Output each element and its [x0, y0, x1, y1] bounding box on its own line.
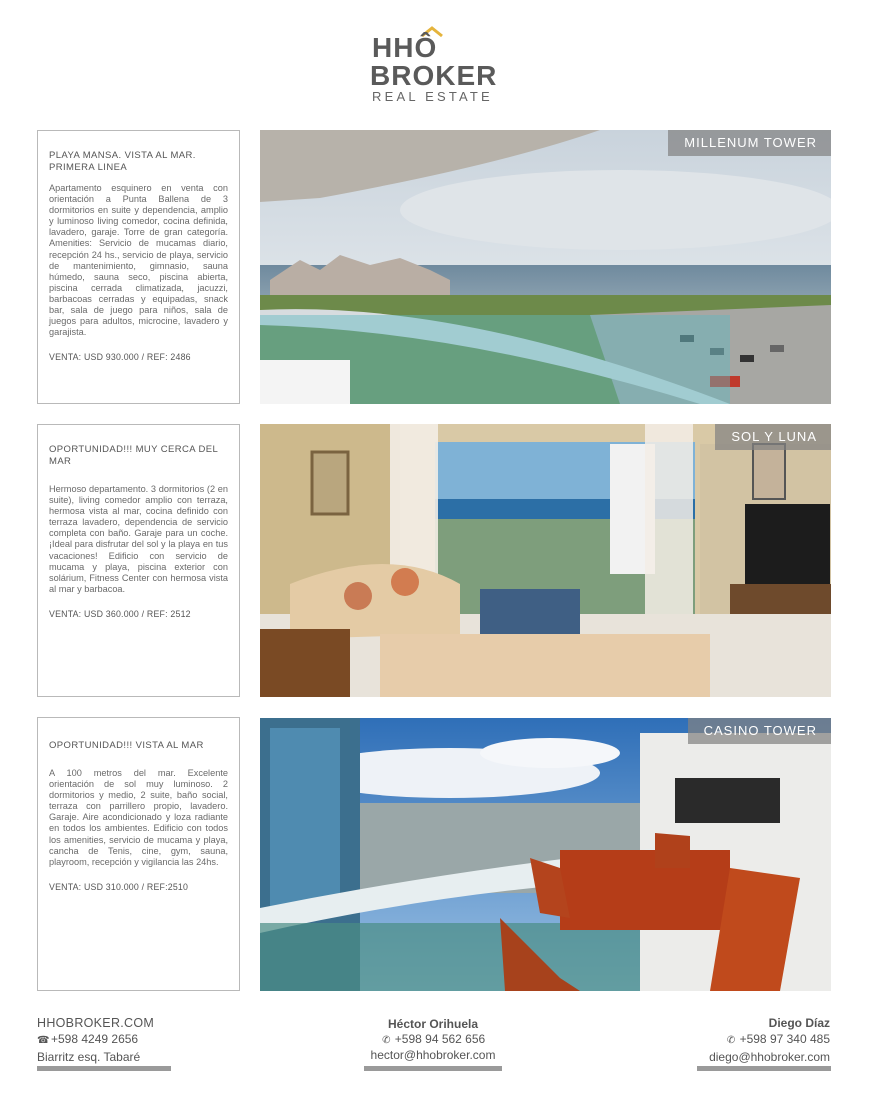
- tower-name-label: SOL Y LUNA: [715, 424, 831, 450]
- agent-name: Diego Díaz: [768, 1016, 830, 1030]
- agent-whatsapp: [364, 1032, 502, 1048]
- agent-whatsapp-number[interactable]: +598 94 562 656: [394, 1032, 486, 1046]
- phone-icon: ☎: [37, 1035, 50, 1046]
- listing-title: OPORTUNIDAD!!! MUY CERCA DEL MAR: [49, 444, 218, 467]
- listing-title: OPORTUNIDAD!!! VISTA AL MAR: [49, 740, 204, 751]
- agent-whatsapp: [709, 1031, 830, 1049]
- balcony-sea-view-image: [260, 130, 831, 404]
- listing-card-3: [37, 717, 240, 991]
- agent-email[interactable]: hector@hhobroker.com: [370, 1048, 496, 1062]
- listing-price: VENTA: USD 310.000 / REF:2510: [49, 881, 189, 892]
- phone-number[interactable]: +598 4249 2656: [51, 1032, 139, 1046]
- website-link[interactable]: HHOBROKER.COM: [37, 1016, 155, 1030]
- listing-description: Apartamento esquinero en venta con orientación a Punta Ballena de 3 dormitorios en suite y dependencia, amplio y luminoso living comedor, cocina definida, lavadero, garaje. Torre de gran categoría. Amenities: Servicio de mucamas diario, recepción 24 hs., servicio de playa, servicio de mantenimiento, gimnasio, sauna húmedo, sauna seco, piscina abierta, piscina cerrada climatizada, jacuzzi, barbacoas cerradas y equipadas, snack bar, sala de juego para niños, sala de juegos para adultos, microcine, lavadero y garajista.: [49, 183, 228, 338]
- listing-description: A 100 metros del mar. Excelente orientación de sol muy luminoso. 2 dormitorios y medio, 2 suite, baño social, terraza con parrillero propio, lavadero. Garaje. Aire acondicionado y loza radiante en todos los ambientes. Edificio con todos los amenities, servicio de mucama y playa, cancha de Tenis, cine, gym, sauna, playroom, recepción y vigilancia las 24hs.: [49, 768, 228, 867]
- footer-divider-right: [697, 1066, 831, 1071]
- address: Biarritz esq. Tabaré: [37, 1050, 141, 1064]
- tower-name-label: MILLENUM TOWER: [668, 130, 831, 156]
- logo-broker: BROKER: [370, 60, 498, 91]
- listing-price: VENTA: USD 930.000 / REF: 2486: [49, 352, 191, 363]
- listing-photo-3: [260, 718, 831, 991]
- footer-divider-left: [37, 1066, 171, 1071]
- agent-whatsapp-number[interactable]: +598 97 340 485: [739, 1032, 830, 1046]
- terrace-city-view-image: [260, 718, 831, 991]
- listing-description: Hermoso departamento. 3 dormitorios (2 en suite), living comedor amplio con terraza, hermosa vista al mar, cocina definido con terraza lavadero, dependencia de servicio completa con baño. Garaje para un coche. ¡Ideal para disfrutar del sol y la playa en tus vacaciones! Edificio con servicio de mucama y playa, piscina exterior con solárium, Fitness Center con hermosa vista al mar y barbacoa.: [49, 484, 228, 594]
- agent-email[interactable]: diego@hhobroker.com: [709, 1050, 830, 1064]
- listing-photo-2: [260, 424, 831, 697]
- logo-hho: HHÔ: [372, 32, 438, 63]
- logo-real-estate: REAL ESTATE: [372, 89, 493, 104]
- phone-line: [37, 1031, 154, 1049]
- listing-price: VENTA: USD 360.000 / REF: 2512: [49, 608, 191, 619]
- agent-name: Héctor Orihuela: [387, 1017, 479, 1031]
- agent-card-hector: [364, 1017, 502, 1063]
- footer-divider-center: [364, 1066, 502, 1071]
- living-room-image: [260, 424, 831, 697]
- whatsapp-icon: ✆: [382, 1035, 391, 1046]
- listing-card-1: [37, 130, 240, 404]
- footer-company-info: [37, 1015, 154, 1065]
- listing-card-2: [37, 424, 240, 697]
- whatsapp-icon: ✆: [726, 1035, 736, 1046]
- agent-card-diego: [709, 1015, 830, 1065]
- listing-photo-1: [260, 130, 831, 404]
- listing-title: PLAYA MANSA. VISTA AL MAR. PRIMERA LINEA: [49, 150, 196, 173]
- brand-logo: [370, 26, 500, 106]
- tower-name-label: CASINO TOWER: [688, 718, 831, 744]
